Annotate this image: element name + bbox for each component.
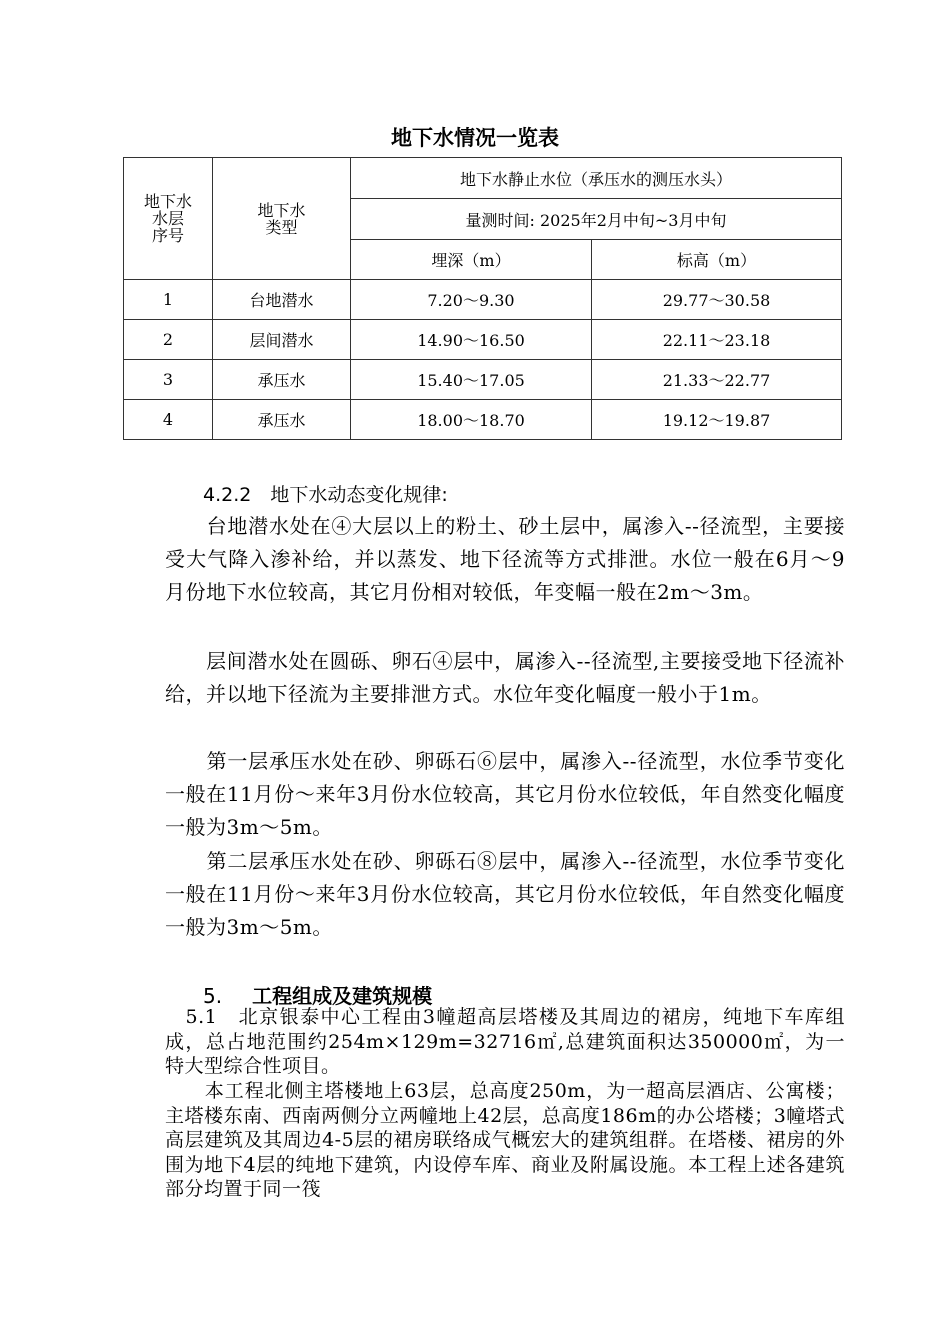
cell-depth: 7.20～9.30 [351, 280, 592, 320]
header-static-level: 地下水静止水位（承压水的测压水头） [351, 158, 842, 199]
cell-no: 1 [124, 280, 213, 320]
paragraph-first-confined: 第一层承压水处在砂、卵砾石⑥层中，属渗入--径流型，水位季节变化一般在11月份～来年3月份水位较高，其它月份水位较低，年自然变化幅度一般为3m～5m。 [165, 749, 845, 839]
cell-elevation: 22.11～23.18 [592, 320, 842, 360]
header-measure-time: 量测时间: 2025年2月中旬~3月中旬 [351, 199, 842, 240]
section-title: 工程组成及建筑规模 [252, 984, 433, 1008]
header-water-type: 地下水 类型 [213, 158, 351, 280]
cell-depth: 18.00～18.70 [351, 400, 592, 440]
paragraph-second-confined: 第二层承压水处在砂、卵砾石⑧层中，属渗入--径流型，水位季节变化一般在11月份～来年3月份水位较高，其它月份水位较低，年自然变化幅度一般为3m～5m。 [165, 849, 845, 939]
cell-no: 3 [124, 360, 213, 400]
groundwater-table [123, 157, 842, 440]
cell-depth: 14.90～16.50 [351, 320, 592, 360]
section-heading-4-2-2: 4.2.2 地下水动态变化规律: [203, 484, 448, 506]
table-row [124, 280, 842, 320]
paragraph-5-1: 5.1 北京银泰中心工程由3幢超高层塔楼及其周边的裙房，纯地下车库组成，总占地范围约254m×129m=32716㎡,总建筑面积达350000㎡，为一特大型综合性项目。 [165, 1006, 845, 1077]
table-header-row [124, 158, 842, 199]
cell-type: 承压水 [213, 360, 351, 400]
table-row [124, 360, 842, 400]
cell-type: 承压水 [213, 400, 351, 440]
paragraph-interlayer-phreatic: 层间潜水处在圆砾、卵石④层中，属渗入--径流型,主要接受地下径流补给，并以地下径流为主要排泄方式。水位年变化幅度一般小于1m。 [165, 649, 845, 706]
table-row [124, 400, 842, 440]
header-layer-no: 地下水 水层 序号 [124, 158, 213, 280]
header-depth: 埋深（m） [351, 240, 592, 280]
cell-elevation: 29.77～30.58 [592, 280, 842, 320]
table-title: 地下水情况一览表 [391, 126, 559, 150]
paragraph-platform-phreatic: 台地潜水处在④大层以上的粉土、砂土层中，属渗入--径流型，主要接受大气降入渗补给，并以蒸发、地下径流等方式排泄。水位一般在6月～9月份地下水位较高，其它月份相对较低，年变幅一般在2m～3m。 [165, 514, 845, 604]
paragraph-project-overview: 本工程北侧主塔楼地上63层，总高度250m，为一超高层酒店、公寓楼；主塔楼东南、西南两侧分立两幢地上42层，总高度186m的办公塔楼；3幢塔式高层建筑及其周边4-5层的裙房联络成气概宏大的建筑组群。在塔楼、裙房的外围为地下4层的纯地下建筑，内设停车库、商业及附属设施。本工程上述各建筑部分均置于同一筏 [165, 1080, 845, 1200]
cell-type: 层间潜水 [213, 320, 351, 360]
cell-elevation: 21.33～22.77 [592, 360, 842, 400]
cell-no: 4 [124, 400, 213, 440]
cell-type: 台地潜水 [213, 280, 351, 320]
cell-no: 2 [124, 320, 213, 360]
header-elevation: 标高（m） [592, 240, 842, 280]
section-number: 5. [203, 984, 223, 1008]
table-row [124, 320, 842, 360]
cell-elevation: 19.12～19.87 [592, 400, 842, 440]
cell-depth: 15.40～17.05 [351, 360, 592, 400]
